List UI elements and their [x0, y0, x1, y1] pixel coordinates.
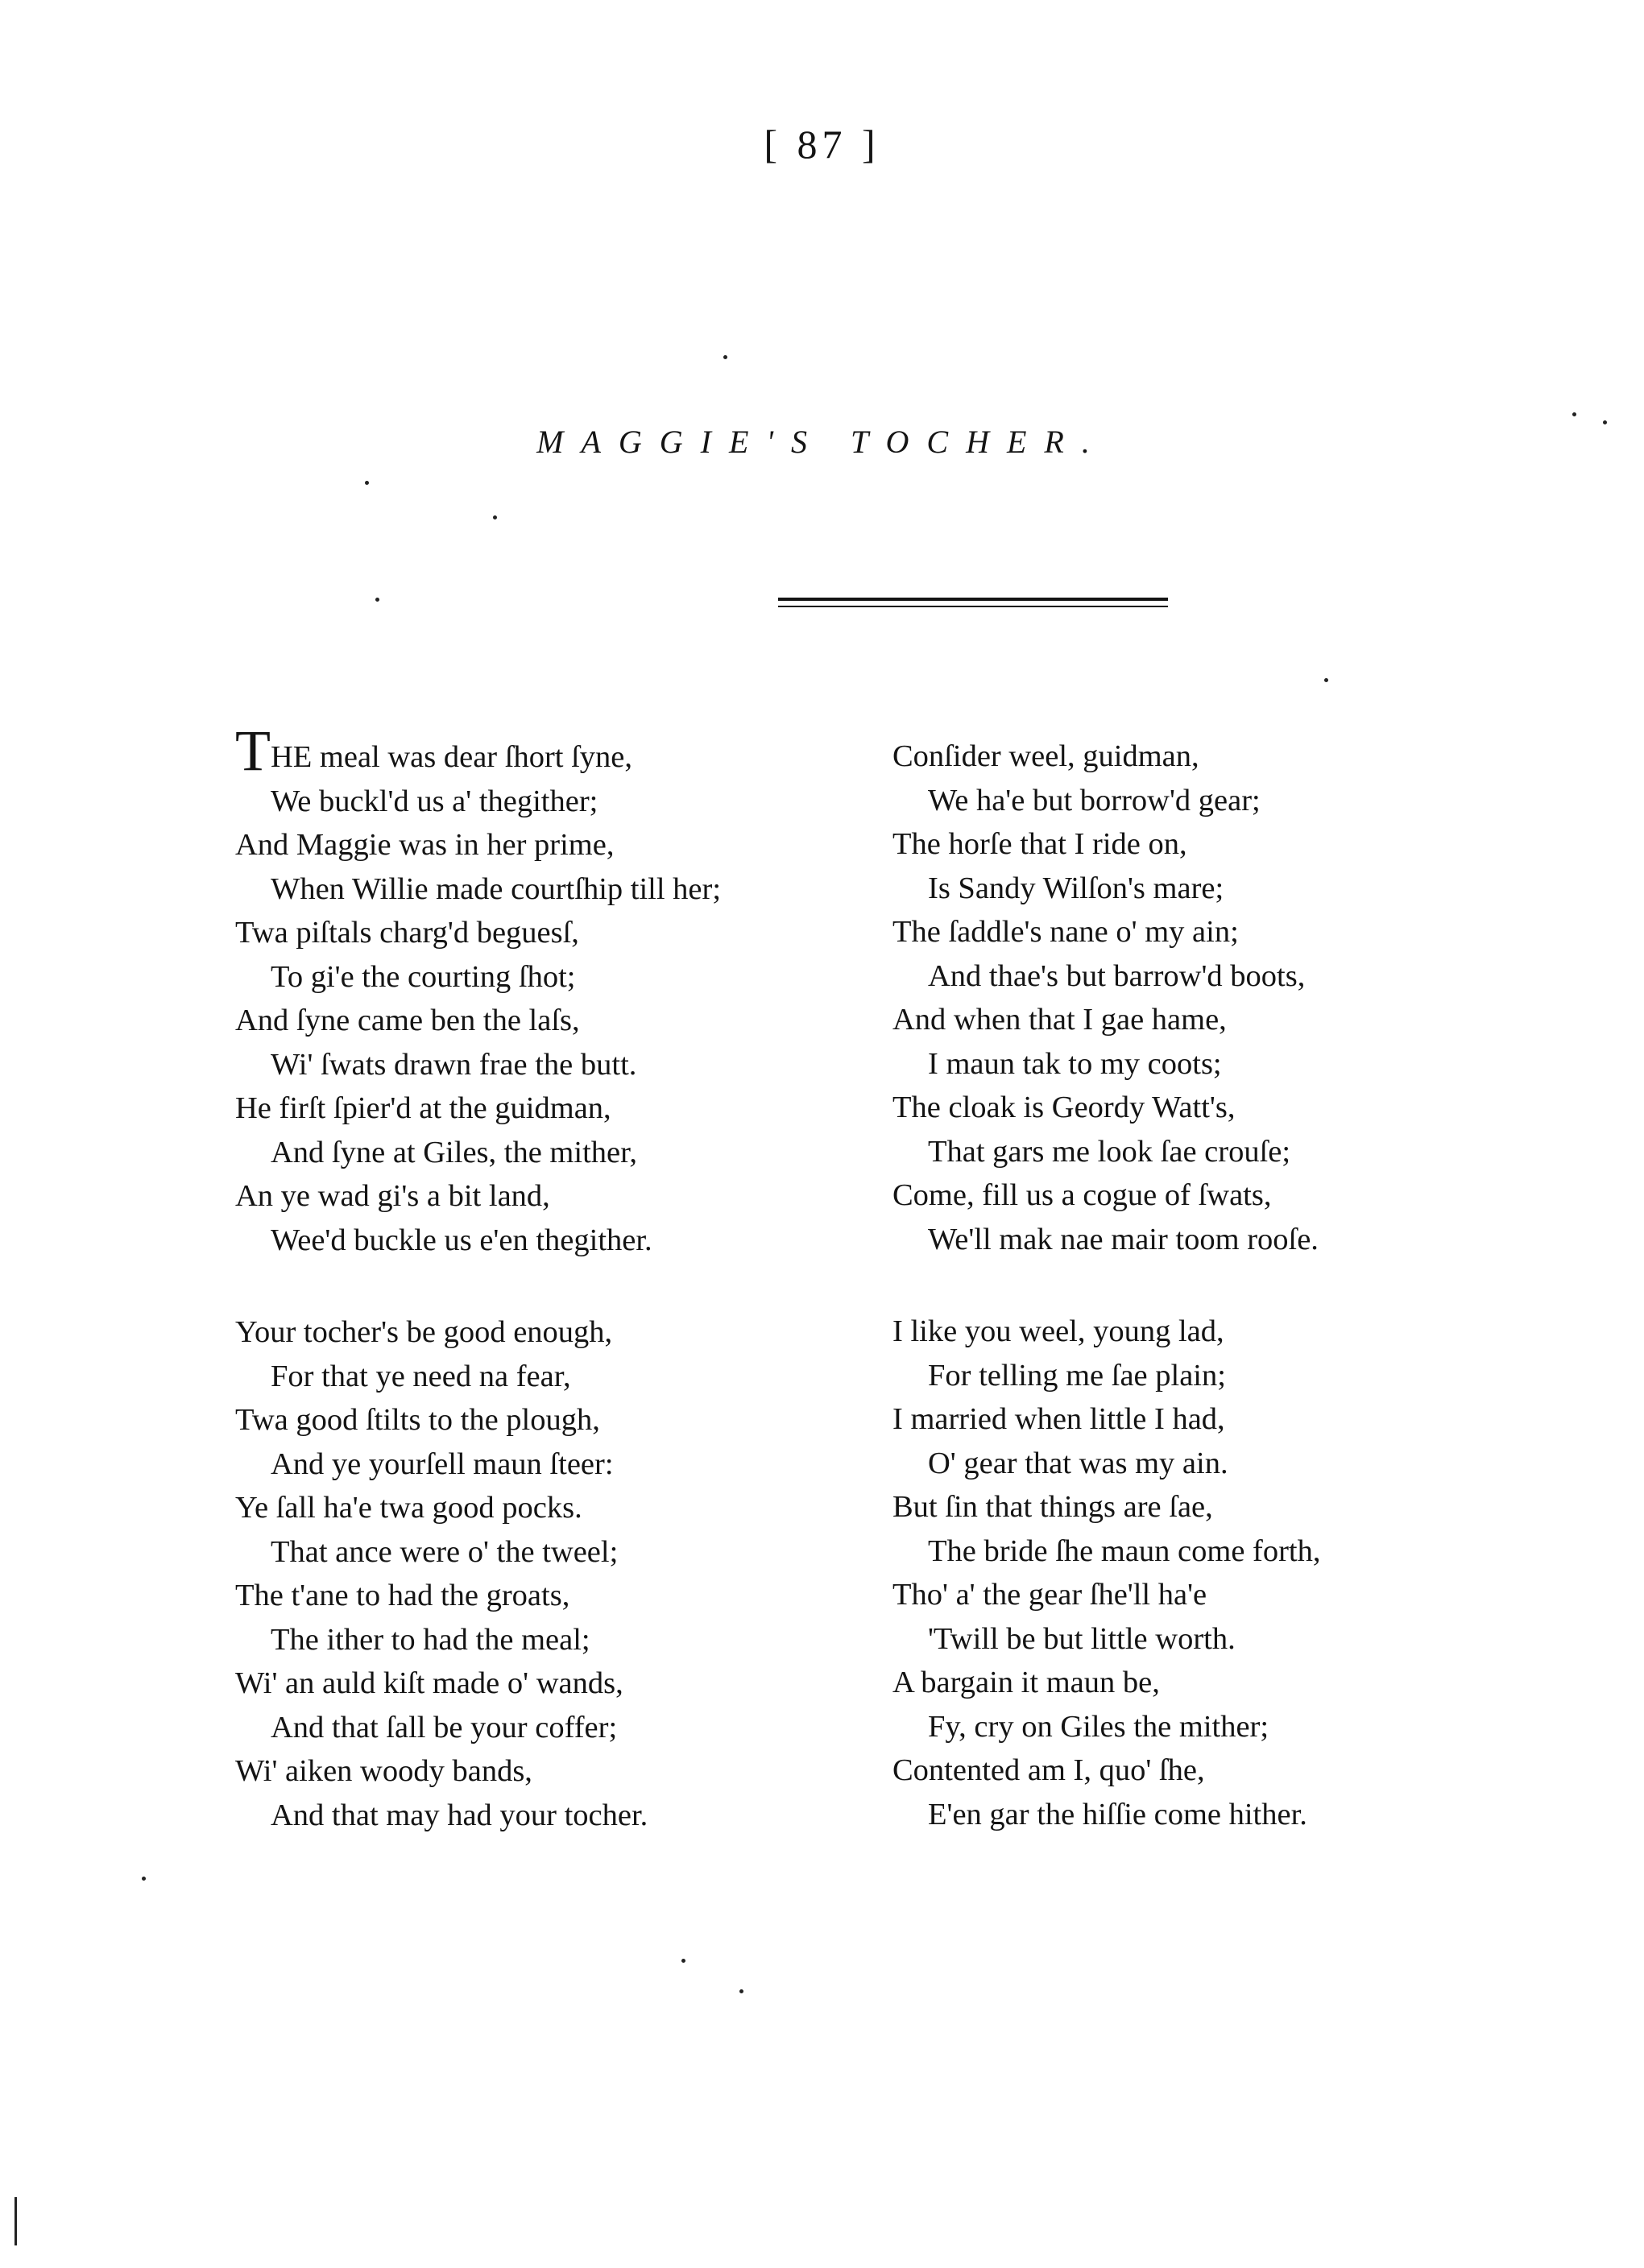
poem-line: But ſin that things are ſae, [892, 1490, 1213, 1524]
poem-line: When Willie made courtſhip till her; [271, 871, 722, 906]
poem-line: Contented am I, quo' ſhe, [892, 1753, 1205, 1787]
stanza [235, 718, 912, 1262]
poem-line: O' gear that was my ain. [928, 1446, 1228, 1480]
stanza [892, 735, 1569, 1261]
poem-line: We buckl'd us a' thegither; [271, 784, 598, 818]
poem-line: And that may had your tocher. [271, 1798, 648, 1832]
poem-line: The t'ane to had the groats, [235, 1579, 570, 1612]
poem-line: Is Sandy Wilſon's mare; [928, 871, 1224, 905]
print-speck [739, 1989, 743, 1993]
print-speck [1324, 678, 1328, 682]
poem-right-column [892, 735, 1569, 1885]
poem-line: And ſyne at Giles, the mither, [271, 1135, 638, 1169]
poem-line: E'en gar the hiſſie come hither. [928, 1797, 1307, 1831]
poem-line: Twa good ſtilts to the plough, [235, 1403, 600, 1437]
print-speck [681, 1959, 685, 1963]
poem-line: Ye ſall ha'e twa good pocks. [235, 1491, 582, 1525]
poem-line: The ither to had the meal; [271, 1622, 590, 1657]
title-rule-thin [778, 606, 1168, 607]
poem-line: The bride ſhe maun come forth, [928, 1533, 1321, 1568]
poem-line: We ha'e but borrow'd gear; [928, 783, 1261, 817]
poem-line: He firſt ſpier'd at the guidman, [235, 1091, 611, 1125]
poem-line: Tho' a' the gear ſhe'll ha'e [892, 1578, 1207, 1612]
poem-line [235, 718, 912, 783]
poem-title: MAGGIE'S TOCHER. [536, 424, 1108, 460]
poem-line: And thae's but barrow'd boots, [928, 958, 1306, 993]
poem-line-text: HE meal was dear ſhort ſyne, [270, 740, 632, 774]
print-speck [142, 1877, 146, 1881]
poem-line: Your tocher's be good enough, [235, 1315, 613, 1349]
poem-line: Come, fill us a cogue of ſwats, [892, 1178, 1272, 1212]
stanza [892, 1310, 1569, 1836]
poem-line: The ſaddle's nane o' my ain; [892, 915, 1239, 949]
print-speck [1572, 412, 1576, 416]
print-speck [375, 598, 379, 602]
poem-line: Wi' an auld kiſt made o' wands, [235, 1666, 623, 1700]
poem-line: Fy, cry on Giles the mither; [928, 1709, 1269, 1744]
poem-line: Wi' ſwats drawn frae the butt. [271, 1047, 637, 1082]
poem-line: Twa piſtals charg'd beguesſ, [235, 916, 579, 950]
poem-line: I maun tak to my coots; [928, 1046, 1222, 1081]
print-speck [723, 355, 727, 359]
poem-line: That ance were o' the tweel; [271, 1534, 619, 1569]
print-speck [1603, 420, 1607, 424]
poem-line: Conſider weel, guidman, [892, 739, 1199, 773]
page-number: [ 87 ] [764, 122, 880, 167]
poem-line: To gi'e the courting ſhot; [271, 959, 576, 994]
poem-line: The horſe that I ride on, [892, 827, 1187, 861]
poem-line: The cloak is Geordy Watt's, [892, 1091, 1236, 1124]
poem-line: Wi' aiken woody bands, [235, 1754, 532, 1788]
poem-line: And ye yourſell maun ſteer: [271, 1446, 614, 1481]
poem-line: I married when little I had, [892, 1402, 1225, 1436]
poem-line: For telling me ſae plain; [928, 1358, 1226, 1393]
poem-line: That gars me look ſae crouſe; [928, 1134, 1291, 1169]
poem-line: And Maggie was in her prime, [235, 828, 615, 862]
print-speck [365, 481, 369, 485]
poem-line: I like you weel, young lad, [892, 1314, 1224, 1348]
margin-mark [14, 2197, 17, 2245]
title-rule-thick [778, 598, 1168, 601]
poem-line: For that ye need na fear, [271, 1359, 571, 1393]
print-speck [493, 515, 497, 519]
poem-line: And when that I gae hame, [892, 1003, 1227, 1037]
poem-line: 'Twill be but little worth. [928, 1621, 1236, 1656]
poem-line: We'll mak nae mair toom rooſe. [928, 1222, 1319, 1256]
poem-line: A bargain it maun be, [892, 1666, 1160, 1699]
poem-left-column [235, 718, 912, 1885]
poem-line: And ſyne came ben the laſs, [235, 1004, 580, 1037]
stanza [235, 1310, 912, 1837]
drop-cap: T [235, 718, 271, 783]
poem-line: An ye wad gi's a bit land, [235, 1179, 550, 1213]
poem-line: And that ſall be your coffer; [271, 1710, 618, 1744]
poem-line: Wee'd buckle us e'en thegither. [271, 1223, 652, 1257]
